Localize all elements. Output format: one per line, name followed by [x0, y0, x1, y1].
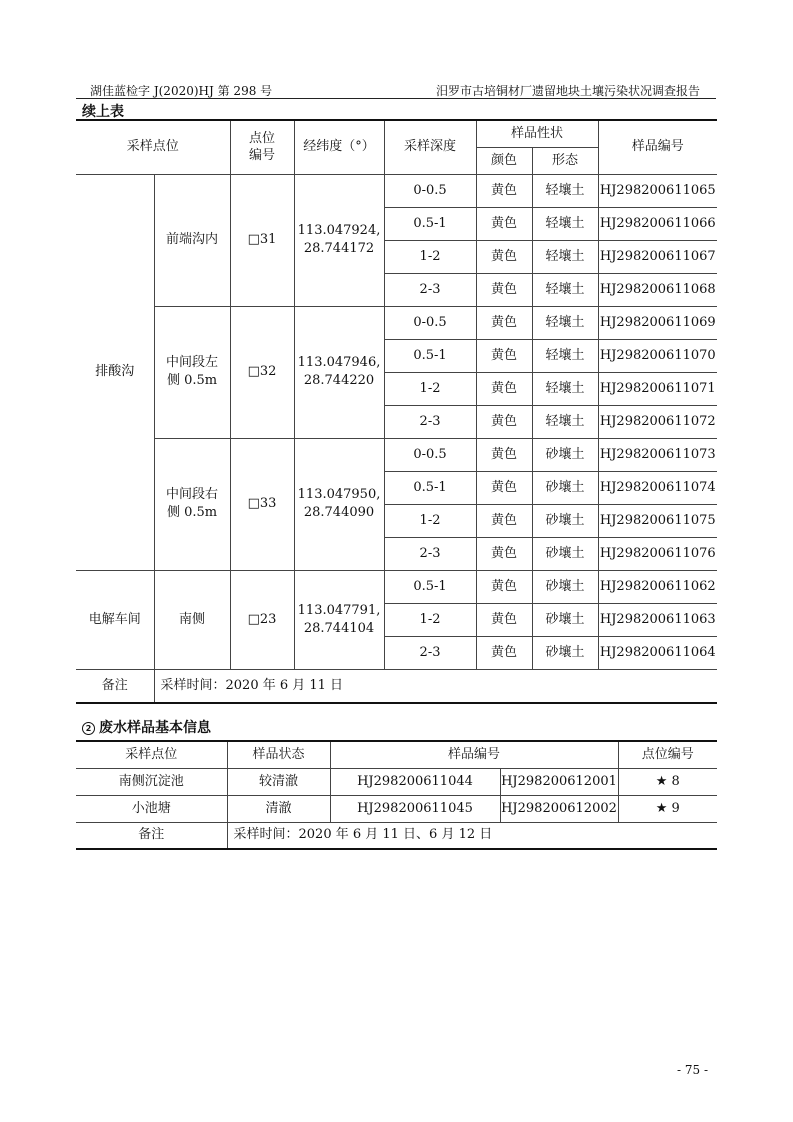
sample-id: HJ298200611076 [598, 537, 717, 570]
doc-code: 湖佳蓝检字 J(2020)HJ 第 298 号 [90, 84, 273, 98]
soil-table-title: 续上表 [82, 104, 124, 120]
point-coords: 113.047946, 28.744220 [294, 306, 384, 438]
sample-form: 砂壤土 [532, 636, 598, 669]
point-location: 前端沟内 [154, 174, 230, 306]
water-header-site: 采样点位 [76, 741, 227, 768]
sample-form: 轻壤土 [532, 405, 598, 438]
water-state: 清澈 [227, 795, 330, 822]
sample-id: HJ298200611065 [598, 174, 717, 207]
water-table-title: 2 废水样品基本信息 [82, 717, 211, 737]
header-properties: 样品性状 [476, 120, 598, 147]
page-number: - 75 - [676, 1063, 708, 1077]
sample-depth: 2-3 [384, 537, 476, 570]
sample-depth: 0-0.5 [384, 438, 476, 471]
sample-form: 轻壤土 [532, 306, 598, 339]
sample-color: 黄色 [476, 504, 532, 537]
water-sample-id-2: HJ298200612002 [500, 795, 618, 822]
sample-id: HJ298200611069 [598, 306, 717, 339]
sample-id: HJ298200611071 [598, 372, 717, 405]
point-location: 中间段右 侧 0.5m [154, 438, 230, 570]
sample-depth: 0.5-1 [384, 339, 476, 372]
sample-depth: 0-0.5 [384, 306, 476, 339]
sample-id: HJ298200611072 [598, 405, 717, 438]
water-site: 小池塘 [76, 795, 227, 822]
sample-color: 黄色 [476, 471, 532, 504]
sample-depth: 1-2 [384, 372, 476, 405]
sample-form: 轻壤土 [532, 207, 598, 240]
sample-id: HJ298200611064 [598, 636, 717, 669]
sample-color: 黄色 [476, 537, 532, 570]
sample-form: 砂壤土 [532, 570, 598, 603]
water-point-number: ★ 9 [618, 795, 717, 822]
report-title: 汨罗市古培铜材厂遗留地块土壤污染状况调查报告 [435, 84, 700, 98]
sample-color: 黄色 [476, 405, 532, 438]
point-number: □33 [230, 438, 294, 570]
sample-id: HJ298200611075 [598, 504, 717, 537]
sample-id: HJ298200611063 [598, 603, 717, 636]
soil-remark-label: 备注 [76, 669, 154, 703]
table-row [76, 306, 717, 339]
sample-form: 轻壤土 [532, 273, 598, 306]
soil-remark-text: 采样时间：2020 年 6 月 11 日 [154, 669, 717, 703]
table-row [76, 768, 717, 795]
sample-color: 黄色 [476, 603, 532, 636]
water-sample-id-1: HJ298200611045 [330, 795, 500, 822]
header-coords: 经纬度（°） [294, 120, 384, 174]
water-sample-id-2: HJ298200612001 [500, 768, 618, 795]
point-coords: 113.047791, 28.744104 [294, 570, 384, 669]
sample-depth: 0.5-1 [384, 207, 476, 240]
sample-id: HJ298200611070 [598, 339, 717, 372]
sample-depth: 1-2 [384, 240, 476, 273]
header-color: 颜色 [476, 147, 532, 174]
water-remark-label: 备注 [76, 822, 227, 849]
sample-form: 轻壤土 [532, 372, 598, 405]
circled-two-marker: 2 [82, 722, 95, 735]
table-row [76, 570, 717, 603]
point-number: □32 [230, 306, 294, 438]
header-site: 采样点位 [76, 120, 230, 174]
sample-color: 黄色 [476, 273, 532, 306]
water-header-sample-no: 样品编号 [330, 741, 618, 768]
sample-id: HJ298200611074 [598, 471, 717, 504]
sample-form: 轻壤土 [532, 174, 598, 207]
sample-depth: 0.5-1 [384, 471, 476, 504]
sample-depth: 1-2 [384, 504, 476, 537]
table-row [76, 795, 717, 822]
header-rule [76, 98, 716, 99]
sample-color: 黄色 [476, 438, 532, 471]
sample-form: 砂壤土 [532, 504, 598, 537]
sample-id: HJ298200611062 [598, 570, 717, 603]
sample-form: 轻壤土 [532, 339, 598, 372]
sample-form: 轻壤土 [532, 240, 598, 273]
table-row [76, 174, 717, 207]
sample-color: 黄色 [476, 174, 532, 207]
water-point-number: ★ 8 [618, 768, 717, 795]
point-coords: 113.047924, 28.744172 [294, 174, 384, 306]
point-location: 南侧 [154, 570, 230, 669]
sample-id: HJ298200611067 [598, 240, 717, 273]
water-remark-text: 采样时间：2020 年 6 月 11 日、6 月 12 日 [227, 822, 717, 849]
wastewater-sample-table [76, 740, 717, 850]
water-sample-id-1: HJ298200611044 [330, 768, 500, 795]
table-row [76, 438, 717, 471]
area-name: 电解车间 [76, 570, 154, 669]
water-header-point-no: 点位编号 [618, 741, 717, 768]
sample-id: HJ298200611066 [598, 207, 717, 240]
sample-color: 黄色 [476, 636, 532, 669]
sample-form: 砂壤土 [532, 603, 598, 636]
sample-form: 砂壤土 [532, 537, 598, 570]
point-number: □23 [230, 570, 294, 669]
sample-depth: 0-0.5 [384, 174, 476, 207]
header-depth: 采样深度 [384, 120, 476, 174]
sample-form: 砂壤土 [532, 471, 598, 504]
sample-color: 黄色 [476, 372, 532, 405]
header-sample-no: 样品编号 [598, 120, 717, 174]
sample-depth: 0.5-1 [384, 570, 476, 603]
header-form: 形态 [532, 147, 598, 174]
soil-sample-table [76, 119, 717, 704]
sample-color: 黄色 [476, 207, 532, 240]
water-header-state: 样品状态 [227, 741, 330, 768]
water-state: 较清澈 [227, 768, 330, 795]
sample-depth: 2-3 [384, 273, 476, 306]
point-number: □31 [230, 174, 294, 306]
point-coords: 113.047950, 28.744090 [294, 438, 384, 570]
sample-id: HJ298200611068 [598, 273, 717, 306]
area-name: 排酸沟 [76, 174, 154, 570]
point-location: 中间段左 侧 0.5m [154, 306, 230, 438]
sample-form: 砂壤土 [532, 438, 598, 471]
sample-color: 黄色 [476, 339, 532, 372]
sample-depth: 2-3 [384, 636, 476, 669]
sample-color: 黄色 [476, 240, 532, 273]
sample-depth: 1-2 [384, 603, 476, 636]
sample-color: 黄色 [476, 570, 532, 603]
header-point-no: 点位编号 [230, 120, 294, 174]
sample-depth: 2-3 [384, 405, 476, 438]
water-site: 南侧沉淀池 [76, 768, 227, 795]
sample-id: HJ298200611073 [598, 438, 717, 471]
sample-color: 黄色 [476, 306, 532, 339]
